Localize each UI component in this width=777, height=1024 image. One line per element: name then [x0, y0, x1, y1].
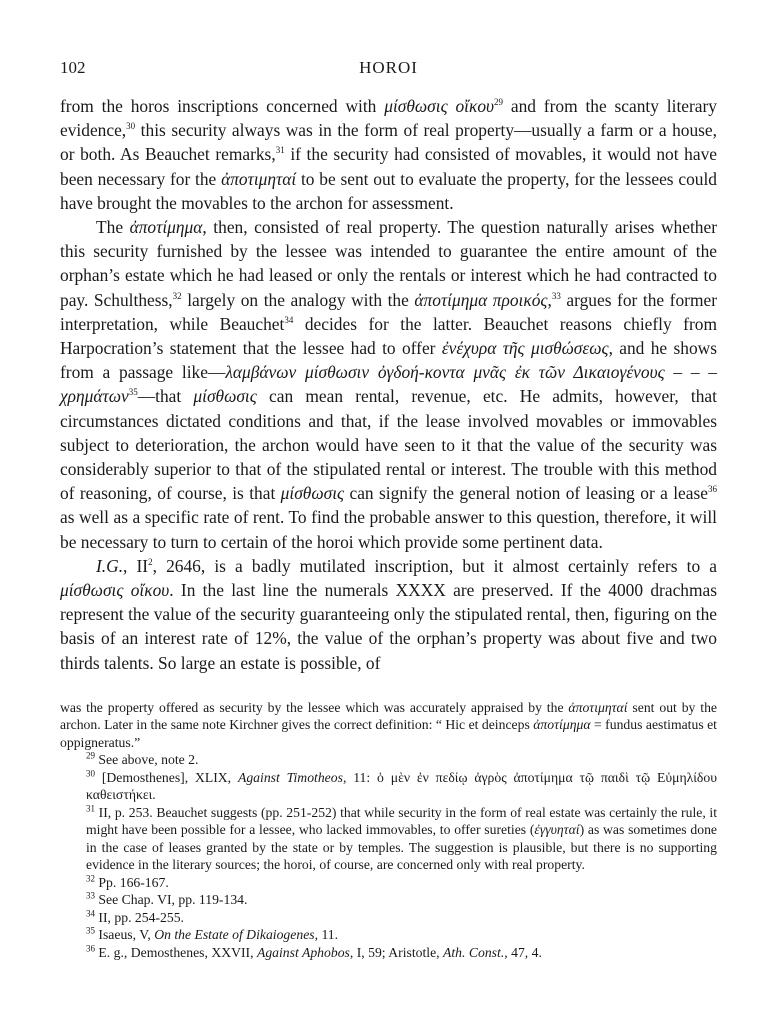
main-text	[60, 94, 717, 675]
footnote: $^{33}$ See Chap. VI, pp. 119-134.	[86, 890, 248, 908]
page	[60, 58, 717, 961]
footnote: $^{36}$ E. g., Demosthenes, XXVII, Against Aphobos, I, 59; Aristotle, Ath. Const., 47, 4.	[86, 943, 542, 960]
footnote-continuation: was the property offered as security by the lessee which was accurately appraised by the ἀποτιμηταί sent out by the archon. Later in the same note Kirchner gives the correct definition: “ Hic et deinceps ἀποτίμημα = fundus aestimatus et oppigneratus.”	[60, 699, 717, 750]
footnote: $^{35}$ Isaeus, V, On the Estate of Dikaiogenes, 11.	[86, 925, 339, 943]
footnote: $^{31}$ II, p. 253. Beauchet suggests (pp. 251-252) that while security in the form of real estate was certainly the rule, it might have been possible for a lessee, who lacked immovables, to offer sureties (ἐγγυηταί) as was sometimes done in the case of leases granted by the state or by temples. The suggestion is plausible, but there is no supporting evidence in the literary sources; the horoi, of course, are concerned only with real property.	[86, 803, 717, 873]
body-paragraph: from the horos inscriptions concerned with μίσθωσις οἴκου$^{29}$ and from the scanty literary evidence,$^{30}$ this security always was in the form of real property—usually a farm or a house, or both. As Beauchet remarks,$^{31}$ if the security had consisted of movables, it would not have been necessary for the ἀποτιμηταί to be sent out to evaluate the property, for the lessees could have brought the movables to the archon for assessment.	[60, 96, 717, 213]
footnote: $^{32}$ Pp. 166-167.	[86, 873, 169, 890]
page-number: 102	[60, 58, 86, 77]
footnote: $^{29}$ See above, note 2.	[86, 750, 199, 768]
footnotes	[60, 699, 717, 962]
page-header	[60, 58, 717, 82]
body-paragraph: I.G., $II^2$, 2646, is a badly mutilated inscription, but it almost certainly refers to a μίσθωσις οἴκου. In the last line the numerals XXXX are preserved. If the 4000 drachmas represent the value of the security guaranteeing only the stipulated rental, then, figuring on the basis of an interest rate of 12%, the value of the orphan’s property was about five and two thirds talents. So large an estate is possible, of	[60, 555, 717, 673]
body-paragraph: The ἀποτίμημα, then, consisted of real property. The question naturally arises whether this security furnished by the lessee was intended to guarantee the entire amount of the orphan’s estate which he had leased or only the rentals or interest which he had contracted to pay. Schulthess,$^{32}$ largely on the analogy with the ἀποτίμημα προικός,$^{33}$ argues for the former interpretation, while Beauchet$^{34}$ decides for the latter. Beauchet reasons chiefly from Harpocration’s statement that the lessee had to offer ἐνέχυρα τῆς μισθώσεως, and he shows from a passage like—λαμβάνων μίσθωσιν ὀγδοή-κοντα μνᾶς ἐκ τῶν Δικαιογένους – – – χρημάτων$^{35}$—that μίσθωσις can mean rental, revenue, etc. He admits, however, that circumstances dictated conditions and that, if the lease involved movables or immovables subject to deterioration, the archon would have seen to it that the value of the security was considerably superior to that of the stipulated rental or interest. The trouble with this method of reasoning, of course, is that μίσθωσις can signify the general notion of leasing or a lease$^{36}$ as well as a specific rate of rent. To find the probable answer to this question, therefore, it will be necessary to turn to certain of the horoi which provide some pertinent data.	[60, 217, 717, 552]
running-head: HOROI	[359, 58, 418, 77]
footnote: $^{30}$ [Demosthenes], XLIX, Against Timotheos, 11: ὁ μὲν ἐν πεδίῳ ἀγρὸς ἀποτίμημα τῷ παιδὶ τῷ Εὐμηλίδου καθειστήκει.	[86, 768, 717, 803]
footnote: $^{34}$ II, pp. 254-255.	[86, 908, 184, 925]
